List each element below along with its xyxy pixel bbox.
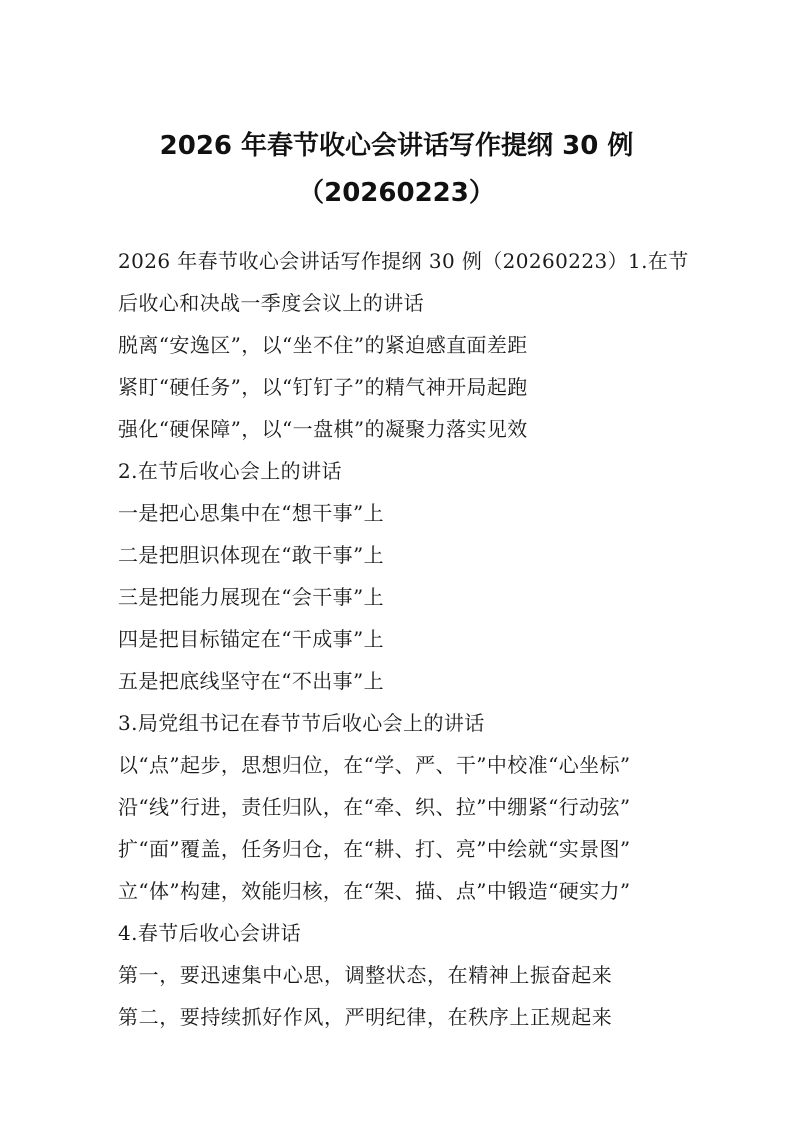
paragraph-line: 二是把胆识体现在“敢干事”上 [118,543,385,567]
paragraph-line: 一是把心思集中在“想干事”上 [118,501,385,525]
paragraph-line: 紧盯“硬任务”，以“钉钉子”的精气神开局起跑 [118,375,528,399]
section-heading: 3.局党组书记在春节节后收心会上的讲话 [118,711,485,735]
document-title-date: （20260223） [298,178,495,208]
paragraph-line: 立“体”构建，效能归核，在“架、描、点”中锻造“硬实力” [118,879,631,903]
paragraph-line: 强化“硬保障”，以“一盘棋”的凝聚力落实见效 [118,417,528,441]
section-heading: 4.春节后收心会讲话 [118,921,302,945]
paragraph-line: 沿“线”行进，责任归队，在“牵、织、拉”中绷紧“行动弦” [118,795,631,819]
paragraph-line: 以“点”起步，思想归位，在“学、严、干”中校准“心坐标” [118,753,631,777]
paragraph-line: 第二，要持续抓好作风，严明纪律，在秩序上正规起来 [118,1005,613,1029]
document-title: 2026 年春节收心会讲话写作提纲 30 例 [159,131,634,161]
paragraph-line: 后收心和决战一季度会议上的讲话 [118,291,424,315]
paragraph-line: 扩“面”覆盖，任务归仓，在“耕、打、亮”中绘就“实景图” [118,837,631,861]
paragraph-line: 2026 年春节收心会讲话写作提纲 30 例（20260223）1.在节 [118,249,689,273]
paragraph-line: 第一，要迅速集中心思，调整状态，在精神上振奋起来 [118,963,613,987]
paragraph-line: 脱离“安逸区”，以“坐不住”的紧迫感直面差距 [118,333,528,357]
paragraph-line: 五是把底线坚守在“不出事”上 [118,669,385,693]
paragraph-line: 三是把能力展现在“会干事”上 [118,585,385,609]
paragraph-line: 四是把目标锚定在“干成事”上 [118,627,385,651]
document-body [118,246,688,1044]
section-heading: 2.在节后收心会上的讲话 [118,459,342,483]
